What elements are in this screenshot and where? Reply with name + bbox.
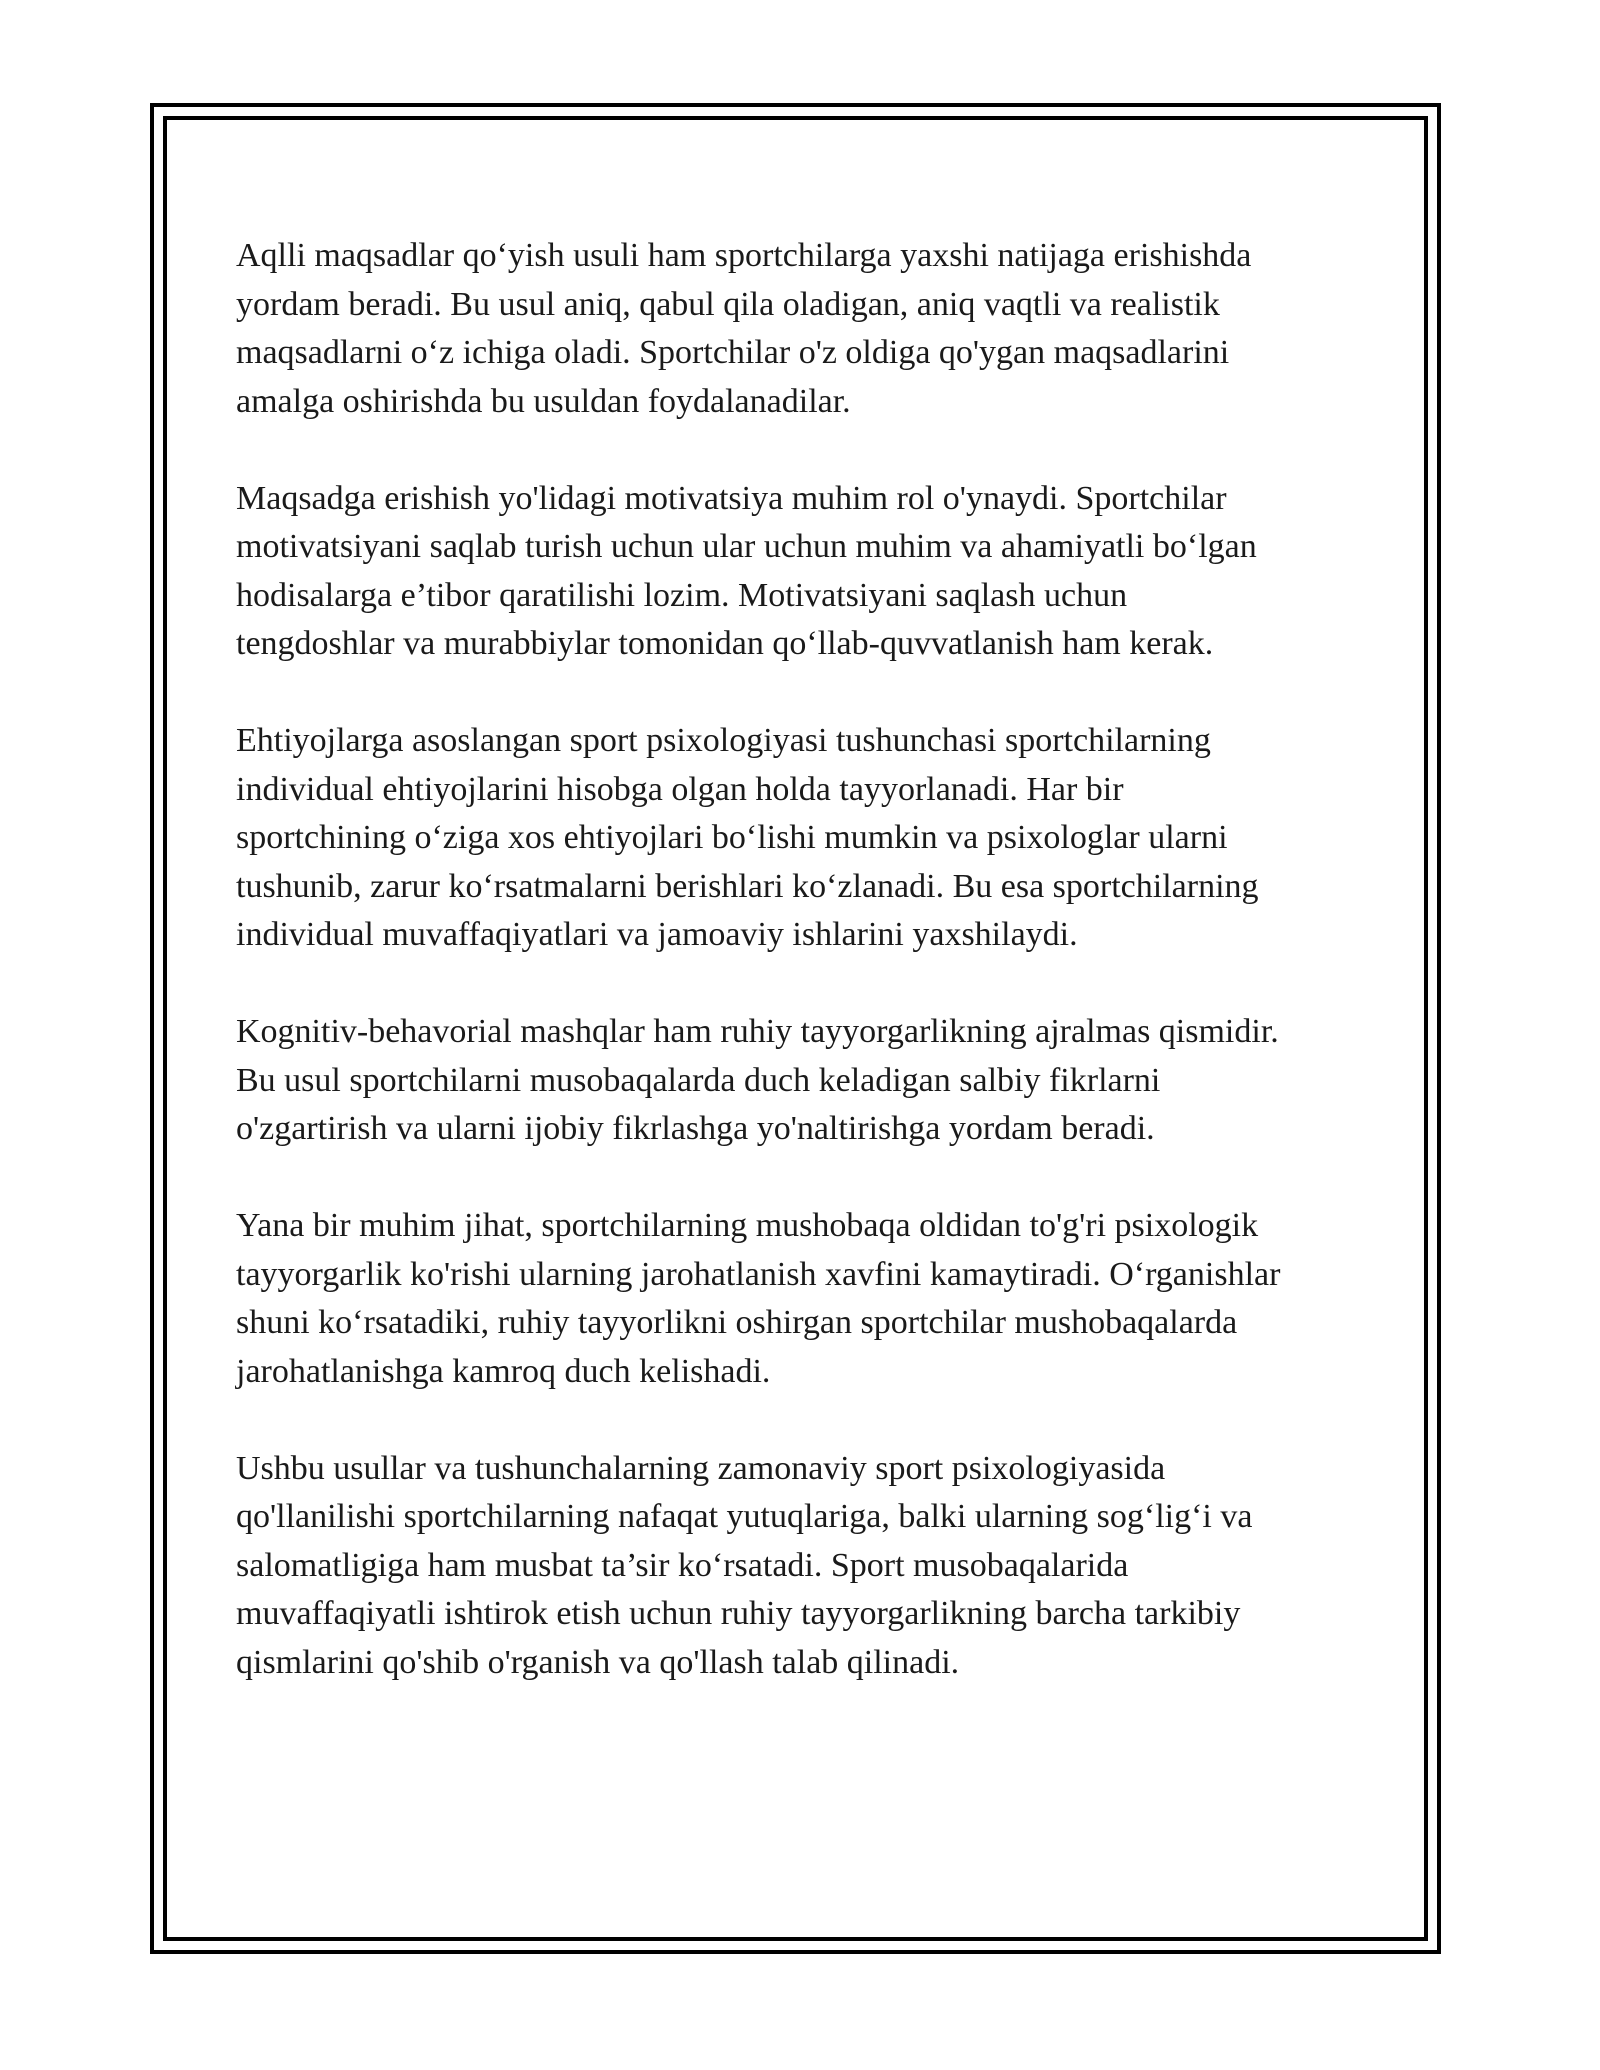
text-line: qo'llanilishi sportchilarning nafaqat yutuqlariga, balki ularning sog‘lig‘i va [236, 1498, 1253, 1535]
text-line: Maqsadga erishish yo'lidagi motivatsiya muhim rol o'ynaydi. Sportchilar [236, 479, 1227, 517]
text-line: Ushbu usullar va tushunchalarning zamonaviy sport psixologiyasida [236, 1449, 1166, 1487]
text-line: sportchining o‘ziga xos ehtiyojlari bo‘lishi mumkin va psixologlar ularni [236, 819, 1228, 856]
text-line: tengdoshlar va murabbiylar tomonidan qo‘llab-quvvatlanish ham kerak. [236, 625, 1214, 662]
text-line: maqsadlarni o‘z ichiga oladi. Sportchilar o'z oldiga qo'ygan maqsadlarini [236, 334, 1230, 371]
text-line: tushunib, zarur ko‘rsatmalarni berishlari ko‘zlanadi. Bu esa sportchilarning [236, 867, 1259, 905]
paragraph-conclusion [236, 1445, 1376, 1688]
paragraph-motivation [236, 475, 1376, 669]
text-line: Yana bir muhim jihat, sportchilarning mushobaqa oldidan to'g'ri psixologik [236, 1207, 1259, 1244]
text-line: individual muvaffaqiyatlari va jamoaviy ishlarini yaxshilaydi. [236, 916, 1078, 953]
text-line: motivatsiyani saqlab turish uchun ular uchun muhim va ahamiyatli bo‘lgan [236, 528, 1257, 565]
text-line: hodisalarga e’tibor qaratilishi lozim. Motivatsiyani saqlash uchun [236, 576, 1128, 614]
paragraph-smart-goals [236, 232, 1376, 426]
text-line: yordam beradi. Bu usul aniq, qabul qila oladigan, aniq vaqtli va realistik [236, 285, 1220, 323]
text-line: o'zgartirish va ularni ijobiy fikrlashga yo'naltirishga yordam beradi. [236, 1110, 1155, 1147]
paragraph-needs-based [236, 717, 1376, 960]
text-line: tayyorgarlik ko'rishi ularning jarohatlanish xavfini kamaytiradi. O‘rganishlar [236, 1255, 1281, 1293]
text-line: Bu usul sportchilarni musobaqalarda duch keladigan salbiy fikrlarni [236, 1061, 1161, 1099]
text-line: amalga oshirishda bu usuldan foydalanadilar. [236, 382, 851, 420]
text-line: individual ehtiyojlarini hisobga olgan holda tayyorlanadi. Har bir [236, 770, 1124, 808]
document-body [236, 232, 1376, 1736]
text-line: muvaffaqiyatli ishtirok etish uchun ruhiy tayyorgarlikning barcha tarkibiy [236, 1595, 1241, 1632]
text-line: jarohatlanishga kamroq duch kelishadi. [236, 1352, 771, 1390]
text-line: Kognitiv-behavorial mashqlar ham ruhiy tayyorgarlikning ajralmas qismidir. [236, 1013, 1279, 1050]
text-line: Ehtiyojlarga asoslangan sport psixologiyasi tushunchasi sportchilarning [236, 722, 1211, 759]
text-line: shuni ko‘rsatadiki, ruhiy tayyorlikni oshirgan sportchilar mushobaqalarda [236, 1304, 1238, 1341]
paragraph-injury-risk [236, 1202, 1376, 1396]
text-line: Aqlli maqsadlar qo‘yish usuli ham sportchilarga yaxshi natijaga erishishda [236, 237, 1252, 274]
text-line: qismlarini qo'shib o'rganish va qo'llash talab qilinadi. [236, 1643, 960, 1681]
paragraph-cognitive-behavioral [236, 1008, 1376, 1154]
text-line: salomatligiga ham musbat ta’sir ko‘rsatadi. Sport musobaqalarida [236, 1546, 1129, 1584]
